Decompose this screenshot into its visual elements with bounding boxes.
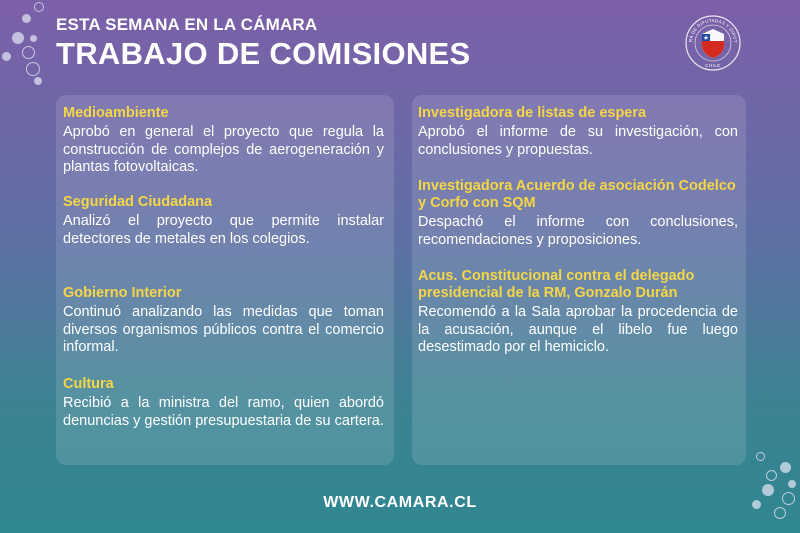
chamber-seal-logo [684,14,742,72]
seal-icon [684,14,742,72]
left-committee-panel [56,95,394,465]
seal-text: RA DE DIPUTADAS Y DIPUT [687,17,739,43]
website-url: WWW.CAMARA.CL [323,494,477,511]
committee-item [418,178,738,249]
committee-body: Recomendó a la Sala aprobar la procedencia de la acusación, aunque el libelo fue luego desestimado por el hemiciclo. [418,304,738,355]
decorative-dots-top-left [0,0,50,90]
committee-item [63,194,384,248]
committee-heading: Investigadora Acuerdo de asociación Codelco y Corfo con SQM [418,178,736,211]
committee-heading: Investigadora de listas de espera [418,105,647,121]
committee-body: Aprobó el informe de su investigación, con conclusiones y propuestas. [418,124,738,158]
committee-body: Aprobó en general el proyecto que regula la construcción de complejos de aerogeneración y plantas fotovoltaicas. [63,124,384,175]
committee-body: Recibió a la ministra del ramo, quien abordó denuncias y gestión presupuestaria de su cartera. [63,395,384,429]
seal-country: CHILE [705,63,721,68]
right-committee-panel [412,95,746,465]
committee-body: Analizó el proyecto que permite instalar detectores de metales en los colegios. [63,213,384,247]
committee-item [63,105,384,177]
committee-body: Despachó el informe con conclusiones, recomendaciones y proposiciones. [418,214,738,248]
committee-heading: Seguridad Ciudadana [63,194,213,210]
committee-heading: Medioambiente [63,105,169,121]
decorative-dots-bottom-right [748,452,800,533]
page-title: TRABAJO DE COMISIONES [56,36,471,71]
committee-heading: Cultura [63,376,114,392]
committee-heading: Gobierno Interior [63,285,182,301]
committee-heading: Acus. Constitucional contra el delegado presidencial de la RM, Gonzalo Durán [418,268,695,301]
committee-item [418,268,738,357]
committee-item [63,285,384,357]
committee-body: Continuó analizando las medidas que toman diversos organismos públicos contra el comercio informal. [63,304,384,355]
committee-item [63,376,384,430]
committee-item [418,105,738,159]
header-kicker: ESTA SEMANA EN LA CÁMARA [56,15,318,34]
